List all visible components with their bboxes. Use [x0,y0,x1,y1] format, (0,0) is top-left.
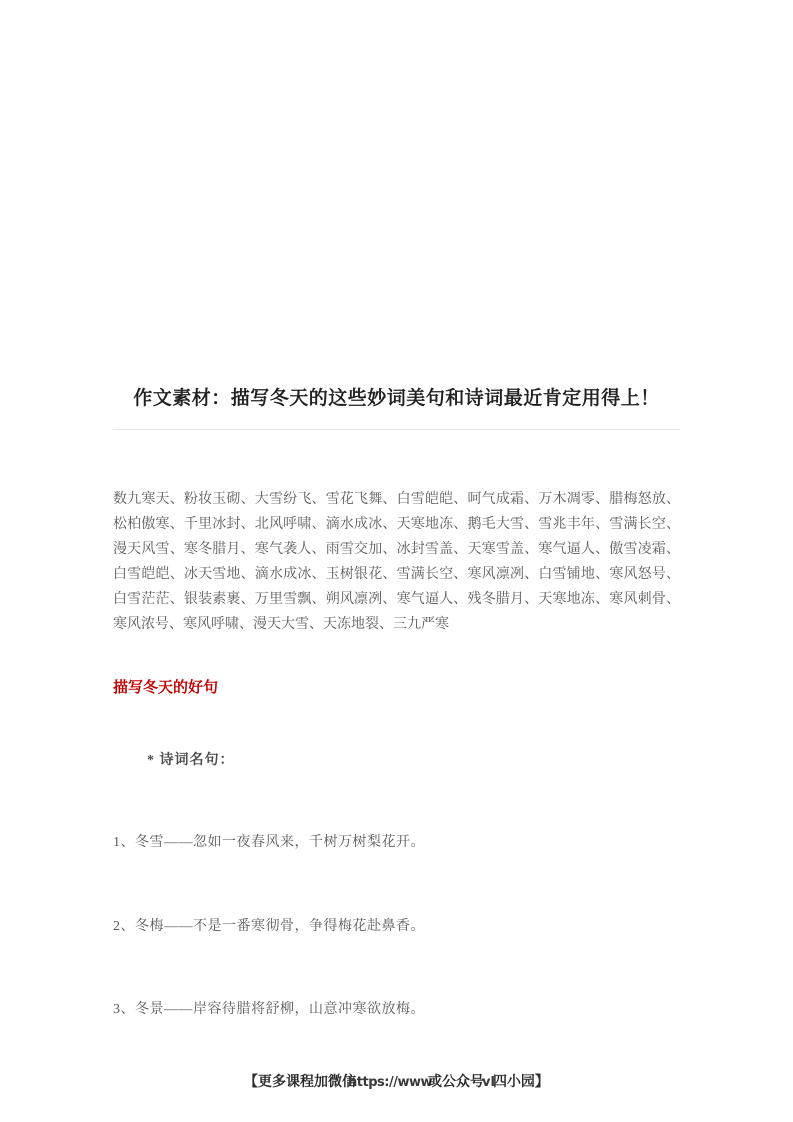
page-title: 作文素材：描写冬天的这些妙词美句和诗词最近肯定用得上！ [133,388,660,409]
poem-quotes-label: * 诗词名句： [147,753,235,768]
winter-words-paragraph [113,487,680,637]
word-line: 寒风浓号、寒风呼啸、漫天大雪、天冻地裂、三九严寒 [113,617,449,632]
footer-watermark-cn-left: 【更多课程加微信 [244,1075,357,1090]
word-line: 漫天风雪、寒冬腊月、寒气袭人、雨雪交加、冰封雪盖、天寒雪盖、寒气逼人、傲雪凌霜、 [113,542,680,557]
footer-watermark-cn-right: 四小园】 [492,1075,549,1090]
section-heading-good-sentences: 描写冬天的好句 [113,680,219,696]
title-divider [113,429,680,430]
word-line: 松柏傲寒、千里冰封、北风呼啸、滴水成冰、天寒地冻、鹅毛大雪、雪兆丰年、雪满长空、 [113,517,680,532]
word-line: 白雪皑皑、冰天雪地、滴水成冰、玉树银花、雪满长空、寒风凛冽、白雪铺地、寒风怒号、 [113,567,680,582]
footer-watermark-id: vl [482,1075,495,1090]
list-item-winter-snow: 1、冬雪——忽如一夜春风来，千树万树梨花开。 [113,835,425,850]
list-item-winter-scene: 3、冬景——岸容待腊将舒柳，山意冲寒欲放梅。 [113,1002,425,1017]
footer-watermark-url: https://www [348,1075,432,1090]
word-line: 数九寒天、粉妆玉砌、大雪纷飞、雪花飞舞、白雪皑皑、呵气成霜、万木凋零、腊梅怒放、 [113,492,680,507]
footer-watermark-cn-mid: 或公众号 [428,1075,484,1090]
footer-watermark [0,1071,793,1091]
list-item-winter-plum: 2、冬梅——不是一番寒彻骨，争得梅花赴鼻香。 [113,919,425,934]
word-line: 白雪茫茫、银装素裹、万里雪飘、朔风凛冽、寒气逼人、残冬腊月、天寒地冻、寒风刺骨、 [113,592,680,607]
